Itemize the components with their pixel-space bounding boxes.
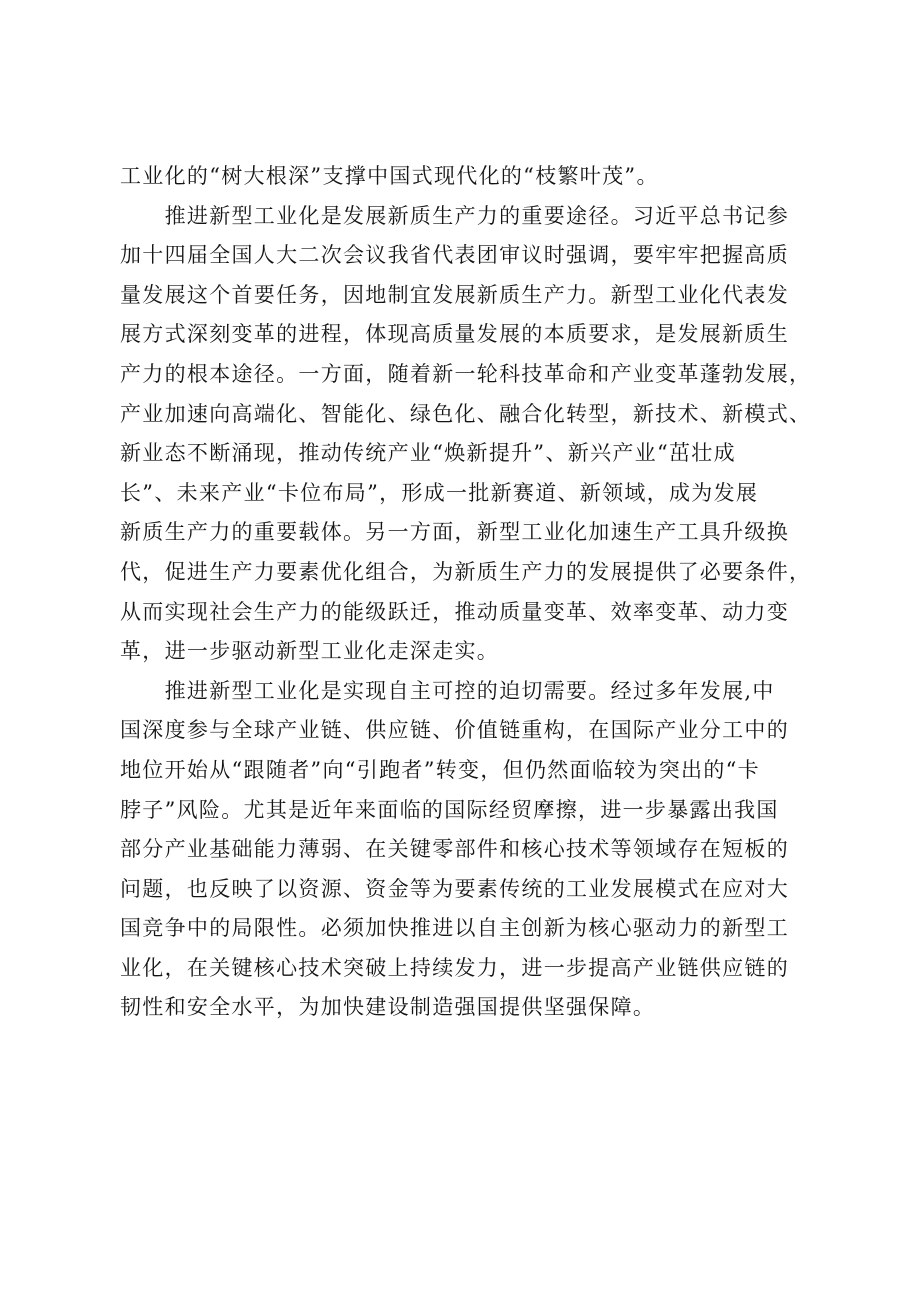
text-line: 产业加速向高端化、智能化、绿色化、融合化转型，新技术、新模式、 bbox=[120, 401, 812, 426]
text-line: 从而实现社会生产力的能级跃迁，推动质量变革、效率变革、动力变 bbox=[120, 599, 789, 624]
text-line: 脖子”风险。尤其是近年来面临的国际经贸摩擦，进一步暴露出我国 bbox=[120, 797, 779, 822]
text-line: 新质生产力的重要载体。另一方面，新型工业化加速生产工具升级换 bbox=[120, 520, 789, 545]
text-line: 国竞争中的局限性。必须加快推进以自主创新为核心驱动力的新型工 bbox=[120, 916, 789, 941]
paragraph-2 bbox=[120, 197, 820, 672]
text-line: 问题，也反映了以资源、资金等为要素传统的工业发展模式在应对大 bbox=[120, 876, 789, 901]
paragraph-1 bbox=[120, 157, 820, 197]
text-line: 部分产业基础能力薄弱、在关键零部件和核心技术等领域存在短板的 bbox=[120, 837, 789, 862]
text-line: 革，进一步驱动新型工业化走深走实。 bbox=[120, 639, 500, 664]
text-line: 推进新型工业化是实现自主可控的迫切需要。经过多年发展,中 bbox=[120, 678, 775, 703]
text-line: 展方式深刻变革的进程，体现高质量发展的本质要求，是发展新质生 bbox=[120, 322, 789, 347]
text-line: 推进新型工业化是发展新质生产力的重要途径。习近平总书记参 bbox=[120, 203, 789, 228]
text-line: 韧性和安全水平，为加快建设制造强国提供坚强保障。 bbox=[120, 995, 656, 1020]
text-line: 加十四届全国人大二次会议我省代表团审议时强调，要牢牢把握高质 bbox=[120, 243, 789, 268]
text-line: 国深度参与全球产业链、供应链、价值链重构，在国际产业分工中的 bbox=[120, 718, 789, 743]
text-line: 长”、未来产业“卡位布局”，形成一批新赛道、新领域，成为发展 bbox=[120, 480, 759, 505]
text-line: 新业态不断涌现，推动传统产业“焕新提升”、新兴产业“茁壮成 bbox=[120, 441, 736, 466]
document-body bbox=[120, 157, 820, 1028]
text-line: 业化，在关键核心技术突破上持续发力，进一步提高产业链供应链的 bbox=[120, 955, 789, 980]
text-line: 量发展这个首要任务，因地制宜发展新质生产力。新型工业化代表发 bbox=[120, 282, 789, 307]
text-line: 代，促进生产力要素优化组合，为新质生产力的发展提供了必要条件， bbox=[120, 559, 812, 584]
text-line: 工业化的“树大根深”支撑中国式现代化的“枝繁叶茂”。 bbox=[120, 164, 659, 188]
text-line: 产力的根本途径。一方面，随着新一轮科技革命和产业变革蓬勃发展， bbox=[120, 361, 812, 386]
text-line: 地位开始从“跟随者”向“引跑者”转变，但仍然面临较为突出的“卡 bbox=[120, 757, 760, 782]
paragraph-3 bbox=[120, 672, 820, 1028]
